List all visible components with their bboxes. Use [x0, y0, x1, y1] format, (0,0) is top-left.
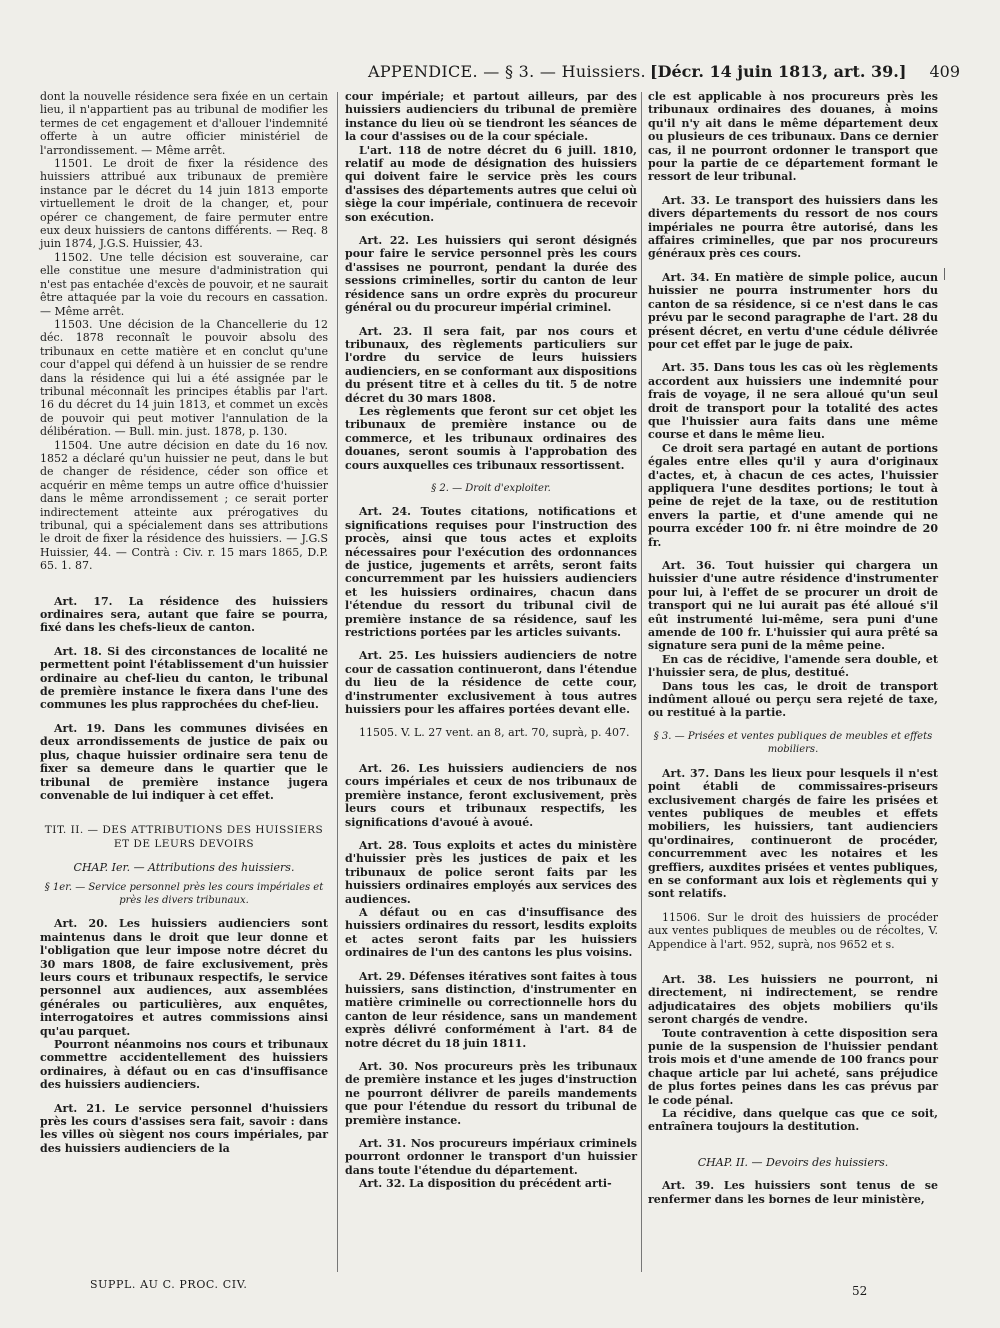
note-11503: 11503. Une décision de la Chancellerie du 12 déc. 1878 reconnaît le pouvoir absolu des tribunaux en cette matière et en conclut qu'une cour d'appel qui défend à un huissier de se rendre dans la résidence qui lui a été assignée par le tribunal méconnaît les principes établis par l'art. 16 du décret du 14 juin 1813, et commet un excès de pouvoir qui peut motiver l'annulation de la délibération. — Bull. min. just. 1878, p. 130. — [40, 317, 328, 439]
paragraph: La récidive, dans quelque cas que ce soit, entraînera toujours la destitution. — [648, 1107, 938, 1134]
column-right — [648, 90, 938, 1206]
article-39: Art. 39. Les huissiers sont tenus de se renfermer dans les bornes de leur ministère, — [648, 1179, 938, 1206]
article-20: Art. 20. Les huissiers audienciers sont maintenus dans le droit que leur donne et l'obligation que leur impose notre décret du 30 mars 1808, de faire exclusivement, près leurs cours et tribunaux respectifs, le service personnel aux audiences, aux assemblées générales ou particulières, aux enquêtes, interrogatoires et autres commissions ainsi qu'au parquet. — [40, 917, 328, 1038]
article-38: Art. 38. Les huissiers ne pourront, ni directement, ni indirectement, se rendre adjudicataires des objets mobiliers qu'ils seront chargés de vendre. — [648, 972, 938, 1027]
paragraph: Ce droit sera partagé en autant de portions égales entre elles qu'il y aura d'originaux d'actes, et, à chacun de ces actes, l'huissier appliquera l'une desdites portions; le tout à peine de rejet de la taxe, ou de restitution envers la partie, et d'une amende qui ne pourra excéder 100 fr. ni être moindre de 20 fr. — [648, 441, 938, 549]
article-17: Art. 17. La résidence des huissiers ordinaires sera, autant que faire se pourra, fixé dans les chefs-lieux de canton. — [40, 594, 328, 635]
article-24: Art. 24. Toutes citations, notifications et significations requises pour l'instruction des procès, ainsi que tous actes et exploits nécessaires pour l'exécution des ordonnances de justice, jugements et arrêts, seront faits concurremment par les huissiers audienciers et les huissiers ordinaires, chacun dans l'étendue du ressort du tribunal civil de première instance de sa résidence, sauf les restrictions portées par les articles suivants. — [345, 505, 637, 640]
section-heading: § 3. — Prisées et ventes publiques de meubles et effets mobiliers. — [653, 730, 933, 756]
article-22: Art. 22. Les huissiers qui seront désignés pour faire le service personnel près les cours d'assises ne pourront, pendant la durée des sessions criminelles, sortir du canton de leur résidence sans un ordre exprès du procureur général ou du procureur impérial criminel. — [345, 234, 637, 315]
chapter-heading: CHAP. Ier. — Attributions des huissiers. — [73, 861, 295, 875]
paragraph: Pourront néanmoins nos cours et tribunaux commettre accidentellement des huissiers ordinaires, à défaut ou en cas d'insuffisance des huissiers audienciers. — [40, 1038, 328, 1092]
article-18: Art. 18. Si des circonstances de localité ne permettent point l'établissement d'un huissier ordinaire au chef-lieu du canton, le tribunal de première instance le fixera dans l'une des communes les plus rapprochées du chef-lieu. — [40, 644, 328, 712]
article-19: Art. 19. Dans les communes divisées en deux arrondissements de justice de paix ou plus, chaque huissier ordinaire sera tenu de fixer sa demeure dans le quartier que le tribunal de première instance jugera convenable de lui indiquer à cet effet. — [40, 721, 328, 802]
column-rule — [337, 92, 338, 1272]
article-32: Art. 32. La disposition du précédent arti- — [359, 1177, 612, 1191]
paragraph: En cas de récidive, l'amende sera double, et l'huissier sera, de plus, destitué. — [648, 652, 938, 680]
paragraph: Toute contravention à cette disposition sera punie de la suspension de l'huissier pendant trois mois et d'une amende de 100 francs pour chaque article par lui acheté, sans préjudice de plus fortes peines dans les cas prévus par le code pénal. — [648, 1026, 938, 1107]
running-title: APPENDICE. — § 3. — Huissiers. — [368, 62, 646, 81]
article-33: Art. 33. Le transport des huissiers dans les divers départements du ressort de nos cours impériales ne pourra être autorisé, dans les affaires criminelles, que par nos procureurs généraux près ces cours. — [648, 193, 938, 261]
printer-signature: SUPPL. AU C. PROC. CIV. — [90, 1278, 248, 1291]
note-11506: 11506. Sur le droit des huissiers de procéder aux ventes publiques de meubles ou de récoltes, V. Appendice à l'art. 952, suprà, nos 9652 et s. — [648, 910, 938, 951]
article-34: Art. 34. En matière de simple police, aucun huissier ne pourra instrumenter hors du canton de sa résidence, si ce n'est dans le cas prévu par le second paragraphe de l'art. 28 du présent décret, en vertu d'une cédule délivrée pour cet effet par le juge de paix. — [648, 270, 938, 351]
margin-mark — [944, 268, 945, 280]
paragraph: cle est applicable à nos procureurs près les tribunaux ordinaires des douanes, à moins qu'il n'y ait dans le même département deux ou plusieurs de ces tribunaux. Dans ce dernier cas, il ne pourront ordonner le transport que pour la partie de ce département formant le ressort de leur tribunal. — [648, 90, 938, 184]
article-30: Art. 30. Nos procureurs près les tribunaux de première instance et les juges d'instruction ne pourront délivrer de pareils mandements que pour l'étendue du ressort du tribunal de première instance. — [345, 1060, 637, 1127]
sheet-number: 52 — [852, 1284, 868, 1298]
article-21: Art. 21. Le service personnel d'huissiers près les cours d'assises sera fait, savoir : dans les villes où siègent nos cours impériales, par des huissiers audienciers de la — [40, 1101, 328, 1155]
section-heading: § 2. — Droit d'exploiter. — [431, 482, 551, 494]
chapter-heading: CHAP. II. — Devoirs des huissiers. — [697, 1155, 889, 1169]
article-26: Art. 26. Les huissiers audienciers de nos cours impériales et ceux de nos tribunaux de première instance, feront exclusivement, près leurs cours et tribunaux respectifs, les significations d'avoué à avoué. — [345, 761, 637, 829]
article-25: Art. 25. Les huissiers audienciers de notre cour de cassation continueront, dans l'étendue du lieu de la résidence de cette cour, d'instrumenter exclusivement à tous autres huissiers pour les affaires portées devant elle. — [345, 649, 637, 717]
article-29: Art. 29. Défenses itératives sont faites à tous huissiers, sans distinction, d'instrumenter en matière criminelle ou correctionnelle hors du canton de leur résidence, sans un mandement exprès délivré conformément à l'art. 84 de notre décret du 18 juin 1811. — [345, 969, 637, 1050]
article-23: Art. 23. Il sera fait, par nos cours et tribunaux, des règlements particuliers sur l'ordre du service de leurs huissiers audienciers, en se conformant aux dispositions du présent titre et à celles du tit. 5 de notre décret du 30 mars 1808. — [345, 324, 637, 405]
column-middle — [345, 90, 637, 1191]
paragraph: cour impériale; et partout ailleurs, par des huissiers audienciers du tribunal de première instance du lieu où se tiendront les séances de la cour d'assises ou de la cour spéciale. — [345, 90, 637, 144]
page-header — [340, 62, 960, 86]
paragraph: Les règlements que feront sur cet objet les tribunaux de première instance ou de commerce, et les tribunaux ordinaires des douanes, seront soumis à l'approbation des cours auxquelles ces tribunaux ressortissent. — [345, 404, 637, 472]
note-11504: 11504. Une autre décision en date du 16 nov. 1852 a déclaré qu'un huissier ne peut, dans le but de changer de résidence, céder son office et acquérir en même temps un autre office d'huissier dans le même arrondissement ; ce serait porter indirectement atteinte aux prérogatives du tribunal, qui a spécialement dans ses attributions le droit de fixer la résidence des huissiers. — J.G.S Huissier, 44. — Contrà : Civ. r. 15 mars 1865, D.P. 65. 1. 87. — [40, 438, 328, 573]
paragraph: dont la nouvelle résidence sera fixée en un certain lieu, il n'appartient pas au tribunal de modifier les termes de cet engagement et d'allouer l'indemnité offerte à un autre officier ministériel de l'arrondissement. — Même arrêt. — [40, 90, 328, 157]
article-35: Art. 35. Dans tous les cas où les règlements accordent aux huissiers une indemnité pour frais de voyage, il ne sera alloué qu'un seul droit de transport pour la totalité des actes que l'huissier aura faits dans une même course et dans le même lieu. — [648, 361, 938, 442]
paragraph: A défaut ou en cas d'insuffisance des huissiers ordinaires du ressort, lesdits exploits et actes seront faits par les huissiers ordinaires de l'un des cantons les plus voisins. — [345, 905, 637, 960]
note-11501: 11501. Le droit de fixer la résidence des huissiers attribué aux tribunaux de première instance par le décret du 14 juin 1813 emporte virtuellement le droit de la changer, et, pour opérer ce changement, de faire permuter entre eux deux huissiers de cantons différents. — Req. 8 juin 1874, J.G.S. Huissier, 43. — [40, 157, 328, 251]
article-37: Art. 37. Dans les lieux pour lesquels il n'est point établi de commissaires-priseurs exclusivement chargés de faire les prisées et ventes publiques de meubles et effets mobiliers, les huissiers, tant audienciers qu'ordinaires, continueront de procéder, concurremment avec les notaires et les greffiers, auxdites prisées et ventes publiques, en se conformant aux lois et règlements qui y sont relatifs. — [648, 766, 938, 901]
page-number: 409 — [929, 62, 960, 81]
article-28: Art. 28. Tous exploits et actes du ministère d'huissier près les justices de paix et les tribunaux de police seront faits par les huissiers ordinaires employés aux services des audiences. — [345, 838, 637, 906]
paragraph: Dans tous les cas, le droit de transport indûment alloué ou perçu sera rejeté de taxe, ou restitué à la partie. — [648, 679, 938, 720]
article-36: Art. 36. Tout huissier qui chargera un huissier d'une autre résidence d'instrumenter pour lui, à l'effet de se procurer un droit de transport qui ne lui aurait pas été alloué s'il eût instrumenté lui-même, sera puni d'une amende de 100 fr. L'huissier qui aura prêté sa signature sera puni de la même peine. — [648, 559, 938, 653]
column-rule — [641, 92, 642, 1272]
note-11505: 11505. V. L. 27 vent. an 8, art. 70, suprà, p. 407. — [359, 726, 630, 740]
column-left — [40, 90, 328, 1155]
note-11502: 11502. Une telle décision est souveraine, car elle constitue une mesure d'administration qui n'est pas entachée d'excès de pouvoir, et ne saurait être attaquée par la voie du recours en cassation. — Même arrêt. — [40, 250, 328, 318]
section-heading: § 1er. — Service personnel près les cours impériales et près les divers tribunaux. — [44, 881, 324, 906]
paragraph: L'art. 118 de notre décret du 6 juill. 1810, relatif au mode de désignation des huissiers qui doivent faire le service près les cours d'assises des départements autres que celui où siège la cour impériale, continuera de recevoir son exécution. — [345, 143, 637, 224]
decree-reference: [Décr. 14 juin 1813, art. 39.] — [650, 62, 907, 81]
article-31: Art. 31. Nos procureurs impériaux criminels pourront ordonner le transport d'un huissier dans toute l'étendue du département. — [345, 1137, 637, 1177]
title-heading: TIT. II. — DES ATTRIBUTIONS DES HUISSIERS ET DE LEURS DEVOIRS — [44, 824, 324, 850]
